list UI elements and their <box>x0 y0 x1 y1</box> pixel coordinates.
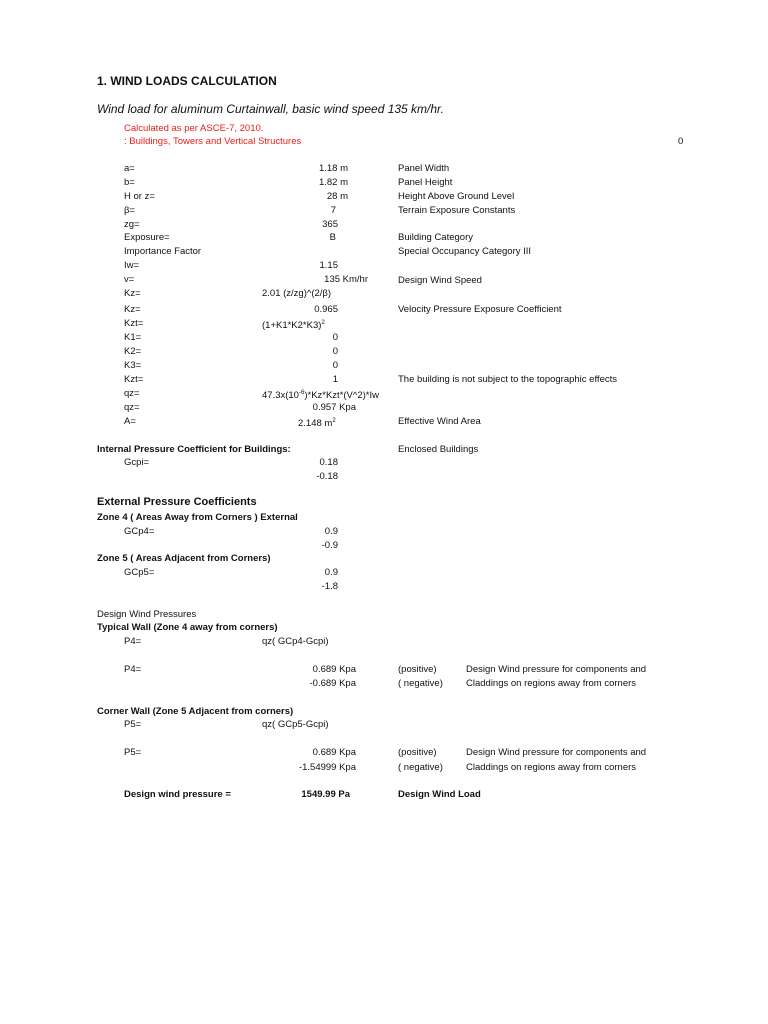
gcp5-label: GCp5= <box>124 567 155 578</box>
param-label-area: A= <box>124 416 136 427</box>
param-formula-kzt: $(1+K1*K2*K3)^2$ <box>262 320 325 332</box>
p4-negative-value: -0.689 Kpa <box>309 678 356 689</box>
param-desc-kz: Velocity Pressure Exposure Coefficient <box>398 304 562 315</box>
param-label-kzt-formula: Kzt= <box>124 318 144 329</box>
p4-formula: qz( GCp4-Gcpi) <box>262 636 329 647</box>
gcpi-label: Gcpi= <box>124 457 150 468</box>
param-desc-v: Design Wind Speed <box>398 275 482 286</box>
param-value-beta: 7 <box>330 205 336 216</box>
param-label-kz: Kz= <box>124 304 141 315</box>
reference-standard: Calculated as per ASCE-7, 2010. <box>124 123 264 134</box>
design-pressures-heading: Design Wind Pressures <box>97 609 197 620</box>
param-value-k1: 0 <box>332 332 338 343</box>
gcp4-value-positive: 0.9 <box>324 526 338 537</box>
design-wind-load-label: Design Wind Load <box>398 789 481 800</box>
design-wind-pressure-value: 1549.99 Pa <box>301 789 350 800</box>
param-label-kz-formula: Kz= <box>124 288 141 299</box>
p4-desc-line2: Claddings on regions away from corners <box>466 678 637 689</box>
param-label-qz-formula: qz= <box>124 388 140 399</box>
p4-result-label: P4= <box>124 664 142 675</box>
corner-value: 0 <box>678 136 684 147</box>
external-pressure-heading: External Pressure Coefficients <box>97 496 257 508</box>
internal-pressure-desc: Enclosed Buildings <box>398 444 479 455</box>
param-value-exposure: B <box>329 232 336 243</box>
param-desc-kzt: The building is not subject to the topographic effects <box>398 374 617 385</box>
param-label-b: b= <box>124 177 135 188</box>
param-desc-b: Panel Height <box>398 177 453 188</box>
page-title: 1. WIND LOADS CALCULATION <box>97 74 277 88</box>
internal-pressure-heading: Internal Pressure Coefficient for Buildings: <box>97 444 291 455</box>
zone5-heading: Zone 5 ( Areas Adjacent from Corners) <box>97 553 271 564</box>
p4-label: P4= <box>124 636 142 647</box>
param-value-k3: 0 <box>332 360 338 371</box>
param-label-k2: K2= <box>124 346 142 357</box>
p5-formula: qz( GCp5-Gcpi) <box>262 719 329 730</box>
param-label-v: v= <box>124 274 135 285</box>
param-desc-h: Height Above Ground Level <box>398 191 515 202</box>
param-label-h: H or z= <box>124 191 155 202</box>
param-value-a: 1.18 m <box>318 163 348 174</box>
param-value-kzt: 1 <box>332 374 338 385</box>
param-value-h: 28 m <box>326 191 348 202</box>
zone4-heading: Zone 4 ( Areas Away from Corners ) External <box>97 512 298 523</box>
p5-negative-tag: ( negative) <box>398 762 443 773</box>
gcp4-label: GCp4= <box>124 526 155 537</box>
p4-positive-tag: (positive) <box>398 664 437 675</box>
param-desc-exposure: Building Category <box>398 232 473 243</box>
param-value-b: 1.82 m <box>318 177 348 188</box>
param-label-k3: K3= <box>124 360 142 371</box>
param-desc-importance: Special Occupancy Category III <box>398 246 532 257</box>
param-value-v: 135 Km/hr <box>324 274 368 285</box>
param-value-iw: 1.15 <box>319 260 338 271</box>
param-value-k2: 0 <box>332 346 338 357</box>
param-label-importance: Importance Factor <box>124 246 202 257</box>
param-value-kz: 0.965 <box>314 304 338 315</box>
gcpi-value-negative: -0.18 <box>316 471 338 482</box>
param-value-qz: 0.957 Kpa <box>312 402 356 413</box>
p5-negative-value: -1.54999 Kpa <box>298 762 356 773</box>
param-formula-qz: $47.3x(10^{-6})*Kz*Kzt*(V\^{}2)*Iw$ <box>262 390 379 402</box>
param-label-iw: Iw= <box>124 260 140 271</box>
corner-wall-heading: Corner Wall (Zone 5 Adjacent from corners) <box>97 706 294 717</box>
param-desc-beta: Terrain Exposure Constants <box>398 205 516 216</box>
p5-positive-value: 0.689 Kpa <box>312 747 356 758</box>
p4-desc-line1: Design Wind pressure for components and <box>466 664 647 675</box>
p5-positive-tag: (positive) <box>398 747 437 758</box>
gcp5-value-negative: -1.8 <box>321 581 338 592</box>
p5-result-label: P5= <box>124 747 142 758</box>
design-wind-pressure-label: Design wind pressure = <box>124 789 231 800</box>
param-value-zg: 365 <box>322 219 338 230</box>
param-formula-kz: 2.01 (z/zg)^(2/β) <box>262 288 332 299</box>
param-label-exposure: Exposure= <box>124 232 170 243</box>
p5-label: P5= <box>124 719 142 730</box>
param-label-qz: qz= <box>124 402 140 413</box>
reference-section: : Buildings, Towers and Vertical Structures <box>124 136 302 147</box>
p5-desc-line1: Design Wind pressure for components and <box>466 747 647 758</box>
param-label-a: a= <box>124 163 135 174</box>
param-label-beta: β= <box>124 205 136 216</box>
param-label-zg: zg= <box>124 219 140 230</box>
p4-positive-value: 0.689 Kpa <box>312 664 356 675</box>
param-desc-a: Panel Width <box>398 163 450 174</box>
gcp4-value-negative: -0.9 <box>321 540 338 551</box>
p4-negative-tag: ( negative) <box>398 678 443 689</box>
param-label-k1: K1= <box>124 332 142 343</box>
typical-wall-heading: Typical Wall (Zone 4 away from corners) <box>97 622 278 633</box>
gcp5-value-positive: 0.9 <box>324 567 338 578</box>
param-value-area: 2.148 $m^2$ <box>298 418 336 430</box>
param-desc-area: Effective Wind Area <box>398 416 481 427</box>
param-label-kzt: Kzt= <box>124 374 144 385</box>
page-subtitle: Wind load for aluminum Curtainwall, basic wind speed 135 km/hr. <box>97 102 444 116</box>
p5-desc-line2: Claddings on regions away from corners <box>466 762 637 773</box>
gcpi-value-positive: 0.18 <box>319 457 338 468</box>
